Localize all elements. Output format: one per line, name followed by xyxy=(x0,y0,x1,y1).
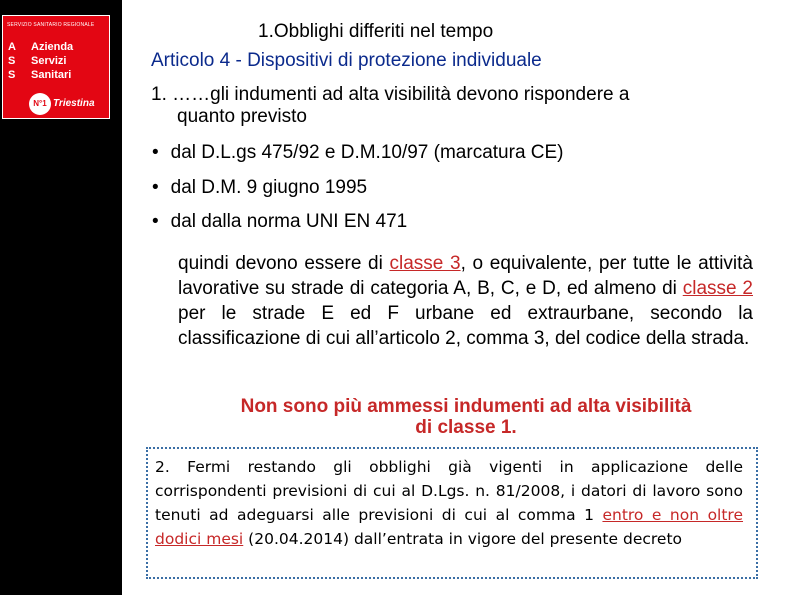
numbered-item xyxy=(151,84,629,128)
excerpt-text: (20.04.2014) dall’entrata in vigore del presente decreto xyxy=(243,530,683,548)
para-text: per le strade E ed F urbane ed extraurbane, secondo la classificazione di cui all’articolo 2, comma 3, del codice della strada. xyxy=(178,303,753,349)
sidebar xyxy=(0,0,122,595)
bullet-icon: • xyxy=(152,142,159,163)
logo-top-text: SERVIZIO SANITARIO REGIONALE xyxy=(7,22,95,28)
numbered-item-line: 1. ……gli indumenti ad alta visibilità devono rispondere a xyxy=(151,84,630,105)
slide-title: 1.Obblighi differiti nel tempo xyxy=(258,21,494,42)
deadline-highlight: entro e non oltre dodici mesi xyxy=(155,506,744,548)
bullet-text: dal dalla norma UNI EN 471 xyxy=(170,211,408,232)
warning-line: Non sono più ammessi indumenti ad alta visibilità xyxy=(240,396,692,417)
logo-words xyxy=(31,40,73,82)
logo-word: Azienda xyxy=(31,41,74,53)
bullet-text: dal D.M. 9 giugno 1995 xyxy=(170,177,368,198)
logo-letter: S xyxy=(8,55,16,67)
body-paragraph xyxy=(178,251,753,351)
numbered-item-line: quanto previsto xyxy=(177,106,307,127)
class-2-link: classe 2 xyxy=(682,278,753,299)
class-3-link: classe 3 xyxy=(389,253,461,274)
para-text: quindi devono essere di xyxy=(178,253,390,274)
bullet-item xyxy=(152,141,564,164)
logo-badge: N°1 xyxy=(29,93,51,115)
bullet-item xyxy=(152,210,407,233)
bullet-item xyxy=(152,176,367,199)
bullet-icon: • xyxy=(152,177,159,198)
bullet-icon: • xyxy=(152,211,159,232)
logo-letter: S xyxy=(8,69,16,81)
logo-word: Sanitari xyxy=(31,69,72,81)
logo-word: Servizi xyxy=(31,55,67,67)
logo-city: Triestina xyxy=(53,98,95,109)
ass-logo xyxy=(2,15,110,119)
logo-letter: A xyxy=(8,41,16,53)
logo-letters xyxy=(8,40,20,82)
slide-subtitle: Articolo 4 - Dispositivi di protezione individuale xyxy=(151,50,542,71)
law-excerpt-text xyxy=(155,455,743,551)
warning-note xyxy=(175,396,757,438)
warning-line: di classe 1. xyxy=(415,417,517,438)
para-text: , o equivalente, per tutte le attività lavorative su strade di categoria A, B, C, e D, ed almeno di xyxy=(178,253,753,299)
bullet-text: dal D.L.gs 475/92 e D.M.10/97 (marcatura CE) xyxy=(170,142,564,163)
excerpt-text: 2. Fermi restando gli obblighi già vigenti in applicazione delle corrispondenti previsioni di cui al D.Lgs. n. 81/2008, i datori di lavoro sono tenuti ad adeguarsi alle previsioni di cui al comma 1 xyxy=(155,458,743,524)
